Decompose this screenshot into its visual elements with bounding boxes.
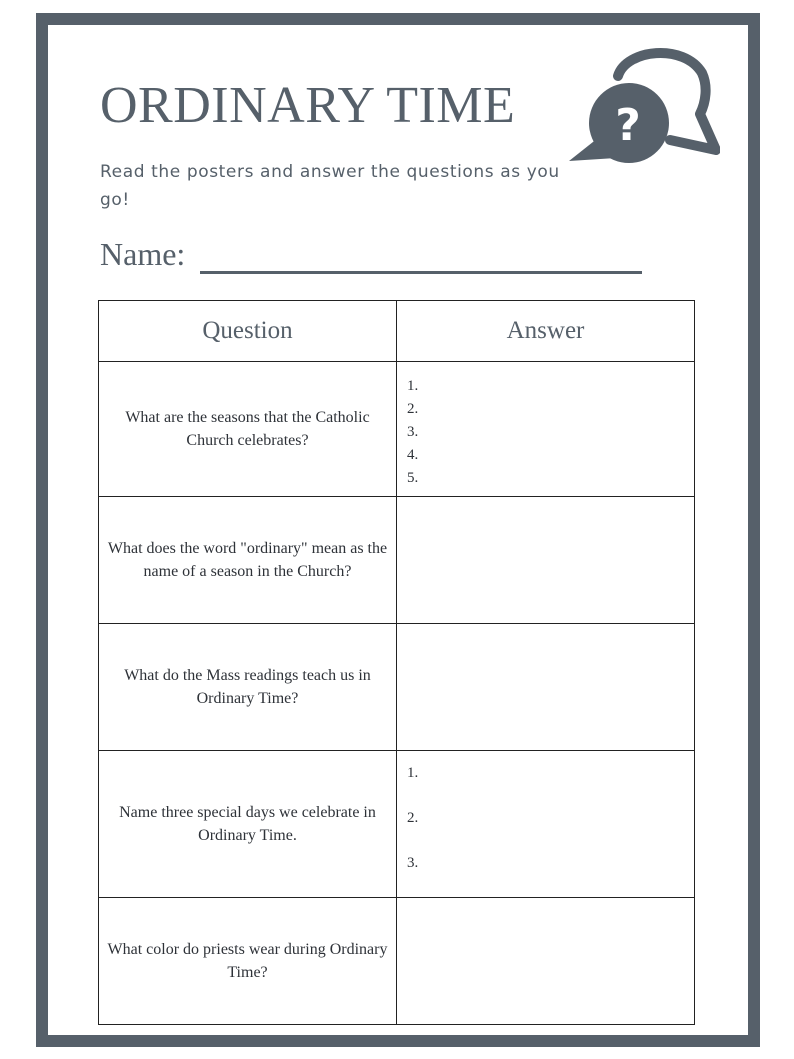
question-cell: Name three special days we celebrate in Ordinary Time. [99,751,397,898]
name-input-line[interactable] [200,271,642,274]
question-cell: What are the seasons that the Catholic Church celebrates? [99,362,397,497]
answer-cell[interactable] [397,898,695,1025]
header-answer: Answer [397,301,695,362]
table-row [99,497,695,624]
answer-line: 2. [407,810,419,826]
answer-cell[interactable] [397,497,695,624]
name-label: Name: [100,236,186,272]
answer-line: 5. [407,470,419,486]
table-row [99,751,695,898]
answer-list [407,362,684,490]
table-row [99,624,695,751]
page-title: ORDINARY TIME [100,77,516,134]
answer-cell[interactable] [397,751,695,898]
table-row [99,898,695,1025]
table-row [99,362,695,497]
answer-cell[interactable] [397,362,695,497]
answer-line: 2. [407,401,419,417]
question-answer-table [98,300,695,1025]
header-question: Question [99,301,397,362]
answer-cell[interactable] [397,624,695,751]
answer-line: 1. [407,765,419,781]
answer-line: 1. [407,378,419,394]
answer-line: 3. [407,424,419,440]
question-cell: What color do priests wear during Ordinary Time? [99,898,397,1025]
answer-list [407,751,684,897]
table-header-row [99,301,695,362]
name-row [100,234,660,284]
question-cell: What does the word "ordinary" mean as the name of a season in the Church? [99,497,397,624]
instructions-text: Read the posters and answer the questions as you go! [100,162,560,210]
answer-line: 4. [407,447,419,463]
question-mark-glyph: ? [615,100,641,151]
question-cell: What do the Mass readings teach us in Ordinary Time? [99,624,397,751]
answer-line: 3. [407,855,419,871]
question-speech-bubble-icon [566,46,720,168]
